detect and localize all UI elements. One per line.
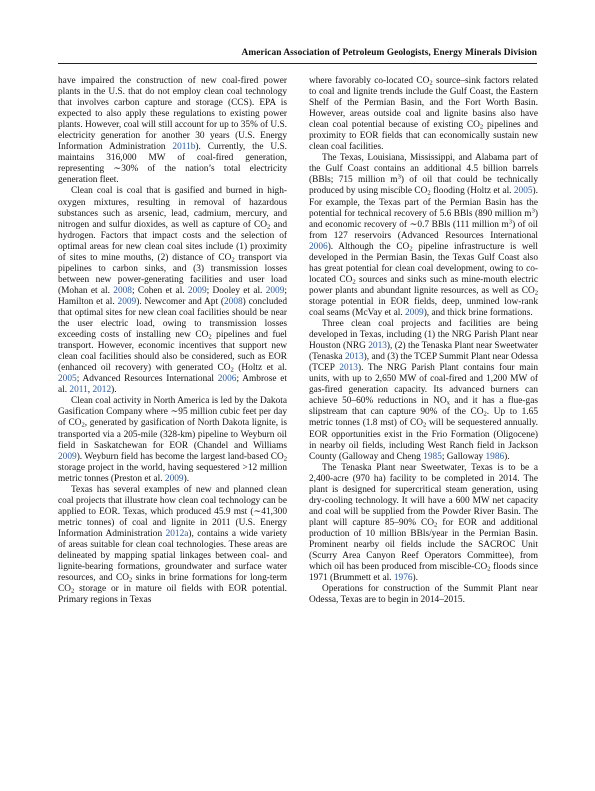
citation-link[interactable]: 2005 [513,186,533,197]
citation-link[interactable]: 2012 [92,385,112,396]
citation-link[interactable]: 2012a [165,528,189,539]
citation-link[interactable]: 1986 [485,451,505,462]
paragraph: Operations for construction of the Summit Plant near Odessa, Texas are to begin in 2014–2015. [309,584,538,606]
citation-link[interactable]: 2006 [309,241,328,252]
citation-link[interactable]: 2009 [58,451,77,462]
citation-link[interactable]: 2011 [69,385,88,396]
right-column [309,76,538,606]
paragraph: Texas has several examples of new and planned clean coal projects that illustrate how clean coal technology can be applied to EOR. Texas, which produced 45.9 mst (∼41,300 metric tonnes) of coal and lignite in 2011 (U.S. Energy Information Administration 2012a), contains a wide variety of areas suitable for clean coal technologies. These areas are delineated by mapping spatial linkages between coal- and lignite-bearing formations, groundwater and surface water resources, and $CO_2$ sinks in brine formations for long-term $CO_2$ storage or in mature oil fields with EOR potential. Primary regions in Texas [58,484,287,606]
citation-link[interactable]: 2005 [58,374,77,385]
citation-link[interactable]: 2008 [113,285,132,296]
citation-link[interactable]: 2008 [223,296,243,307]
paragraph: The Texas, Louisiana, Mississippi, and Alabama part of the Gulf Coast contains an additional 4.5 billion barrels (BBls; 715 million $m^3$) of oil that could be technically produced by using miscible $CO_2$ flooding (Holtz et al. 2005). For example, the Texas part of the Permian Basin has the potential for technical recovery of 5.6 BBls (890 million $m^3$) and economic recovery of ∼0.7 BBls (111 million $m^3$) of oil from 127 reservoirs (Advanced Resources International 2006). Although the $CO_2$ pipeline infrastructure is well developed in the Permian Basin, the Texas Gulf Coast also has great potential for clean coal development, owing to co-located $CO_2$ sources and sinks such as mine-mouth electric power plants and abundant lignite resources, as well as $CO_2$ storage potential in EOR fields, deep, unmined low-rank coal seams (McVay et al. 2009), and thick brine formations. [309,153,539,318]
running-header: American Association of Petroleum Geologists, Energy Minerals Division [241,48,537,58]
header-rule [58,63,537,64]
citation-link[interactable]: 2009 [405,307,424,318]
citation-link[interactable]: 2006 [217,374,237,385]
citation-link[interactable]: 2009 [187,285,207,296]
citation-link[interactable]: 1976 [393,573,413,584]
citation-link[interactable]: 2011b [172,142,196,153]
citation-link[interactable]: 2009 [117,296,137,307]
citation-link[interactable]: 2009 [164,473,184,484]
left-column [58,76,287,606]
paragraph: where favorably co-located $CO_2$ source–sink factors related to coal and lignite trends include the Gulf Coast, the Eastern Shelf of the Permian Basin, and the Fort Worth Basin. However, areas outside coal and lignite basins also have clean coal potential because of existing $CO_2$ pipelines and proximity to EOR fields that can economically sustain new clean coal facilities. [309,76,538,153]
citation-link[interactable]: 1985 [423,451,442,462]
citation-link[interactable]: 2013 [368,341,387,352]
citation-link[interactable]: 2013 [339,363,358,374]
citation-link[interactable]: 2013 [344,352,364,363]
paragraph: The Tenaska Plant near Sweetwater, Texas is to be a 2,400-acre (970 ha) facility to be completed in 2014. The plant is designed for supercritical steam generation, using dry-cooling technology. It will have a 600 MW net capacity and coal will be supplied from the Powder River Basin. The plant will capture 85–90% $CO_2$ for EOR and additional production of 10 million BBls/year in the Permian Basin. Prominent nearby oil fields include the SACROC Unit (Scurry Area Canyon Reef Operators Committee), from which oil has been produced from miscible-$CO_2$ floods since 1971 (Brummett et al. 1976). [309,462,538,584]
citation-link[interactable]: 2009 [265,285,285,296]
paragraph: Three clean coal projects and facilities are being developed in Texas, including (1) the NRG Parish Plant near Houston (NRG 2013), (2) the Tenaska Plant near Sweetwater (Tenaska 2013), and (3) the TCEP Summit Plant near Odessa (TCEP 2013). The NRG Parish Plant contains four main units, with up to 2,650 MW of coal-fired and 1,200 MW of gas-fired generation capacity. Its advanced burners can achieve 50–60% reductions in $NO_x$ and it has a flue-gas slipstream that can capture 90% of the $CO_2$. Up to 1.65 metric tonnes (1.8 mst) of $CO_2$ will be sequestered annually. EOR opportunities exist in the Frio Formation (Oligocene) in nearby oil fields, including West Ranch field in Jackson County (Galloway and Cheng 1985; Galloway 1986). [309,319,539,462]
paragraph: have impaired the construction of new coal-fired power plants in the U.S. that do not employ clean coal technology that involves carbon capture and storage (CCS). EPA is expected to also apply these regulations to existing power plants. However, coal will still account for up to 35% of U.S. electricity generation for another 30 years (U.S. Energy Information Administration 2011b). Currently, the U.S. maintains 316,000 MW of coal-fired generation, representing ∼30% of the nation’s total electricity generation fleet. [58,76,287,186]
paragraph: Clean coal is coal that is gasified and burned in high-oxygen mixtures, resulting in removal of hazardous substances such as arsenic, lead, cadmium, mercury, and nitrogen and sulfur dioxides, as well as capture of $CO_2$ and hydrogen. Factors that impact costs and the selection of optimal areas for new clean coal sites include (1) proximity of sites to mine mouths, (2) distance of $CO_2$ transport via pipelines to carbon sinks, and (3) transmission losses between new power-generating facilities and user load (Mohan et al. 2008; Cohen et al. 2009; Dooley et al. 2009; Hamilton et al. 2009). Newcomer and Apt (2008) concluded that optimal sites for new clean coal facilities should be near the user electric load, owing to transmission losses exceeding costs of installing new $CO_2$ pipelines and fuel transport. However, economic incentives that support new clean coal facilities should also be considered, such as EOR (enhanced oil recovery) with generated $CO_2$ (Holtz et al. 2005; Advanced Resources International 2006; Ambrose et al. 2011, 2012). [58,186,287,396]
paragraph: Clean coal activity in North America is led by the Dakota Gasification Company where ∼95 million cubic feet per day of $CO_2$, generated by gasification of North Dakota lignite, is transported via a 205-mile (328-km) pipeline to Weyburn oil field in Saskatchewan for EOR (Chandel and Williams 2009). Weyburn field has become the largest land-based $CO_2$ storage project in the world, having sequestered >12 million metric tonnes (Preston et al. 2009). [58,396,287,484]
